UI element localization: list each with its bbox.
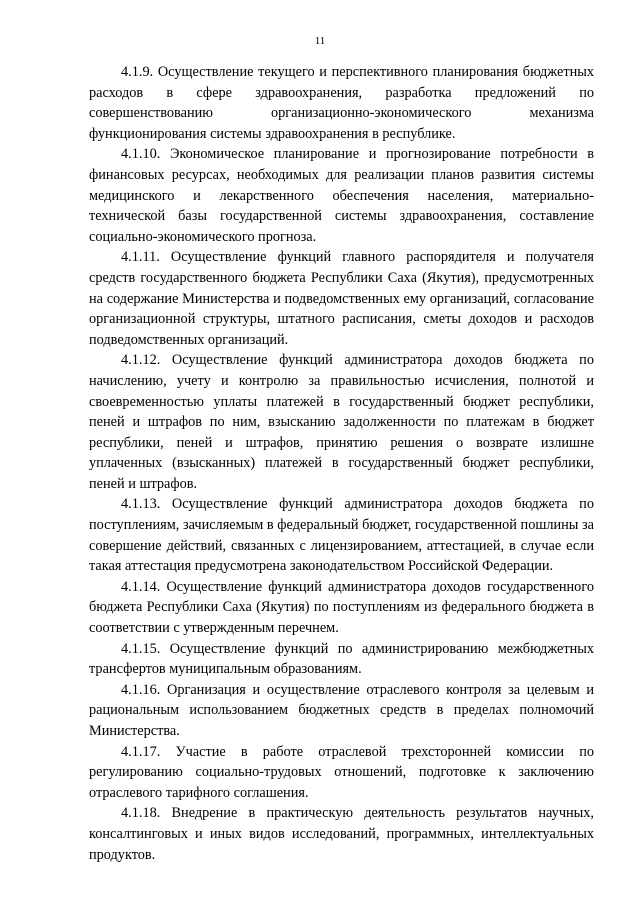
- paragraph-4-1-17: 4.1.17. Участие в работе отраслевой трехсторонней комиссии по регулированию социально-трудовых отношений, подготовке к заключению отраслевого тарифного соглашения.: [89, 743, 594, 801]
- paragraph-4-1-15: 4.1.15. Осуществление функций по администрированию межбюджетных трансфертов муниципальным образованиям.: [89, 640, 594, 678]
- document-body: [89, 62, 594, 865]
- paragraph-4-1-9: 4.1.9. Осуществление текущего и перспективного планирования бюджетных расходов в сфере здравоохранения, разработка предложений по совершенствованию организационно-экономического механизма функционирования системы здравоохранения в республике.: [89, 64, 594, 142]
- paragraph-4-1-10: 4.1.10. Экономическое планирование и прогнозирование потребности в финансовых ресурсах, необходимых для реализации планов развития системы медицинского и лекарственного обеспечения населения, материально-технической базы государственной системы здравоохранения, составление социально-экономического прогноза.: [89, 146, 594, 245]
- paragraph-4-1-13: 4.1.13. Осуществление функций администратора доходов бюджета по поступлениям, зачисляемым в федеральный бюджет, государственной пошлины за совершение действий, связанных с лицензированием, аттестацией, в случае если такая аттестация предусмотрена законодательством Российской Федерации.: [89, 496, 594, 575]
- paragraph-4-1-14: 4.1.14. Осуществление функций администратора доходов государственного бюджета Республики Саха (Якутия) по поступлениям из федерального бюджета в соответствии с утвержденным перечнем.: [89, 578, 594, 637]
- paragraph-4-1-12: 4.1.12. Осуществление функций администратора доходов бюджета по начислению, учету и контролю за правильностью исчисления, полнотой и своевременностью уплаты платежей в государственный бюджет республики, пеней и штрафов по ним, взысканию задолженности по платежам в бюджет республики, пеней и штрафов, принятию решения о возврате излишне уплаченных (взысканных) платежей в государственный бюджет республики, пеней и штрафов.: [89, 352, 594, 492]
- page-number: 11: [314, 35, 326, 47]
- paragraph-4-1-18: 4.1.18. Внедрение в практическую деятельность результатов научных, консалтинговых и иных видов исследований, программных, интеллектуальных продуктов.: [89, 805, 594, 863]
- paragraph-4-1-16: 4.1.16. Организация и осуществление отраслевого контроля за целевым и рациональным использованием бюджетных средств в пределах полномочий Министерства.: [89, 681, 594, 739]
- paragraph-4-1-11: 4.1.11. Осуществление функций главного распорядителя и получателя средств государственного бюджета Республики Саха (Якутия), предусмотренных на содержание Министерства и подведомственных ему организаций, согласование организационной структуры, штатного расписания, сметы доходов и расходов подведомственных организаций.: [89, 249, 594, 348]
